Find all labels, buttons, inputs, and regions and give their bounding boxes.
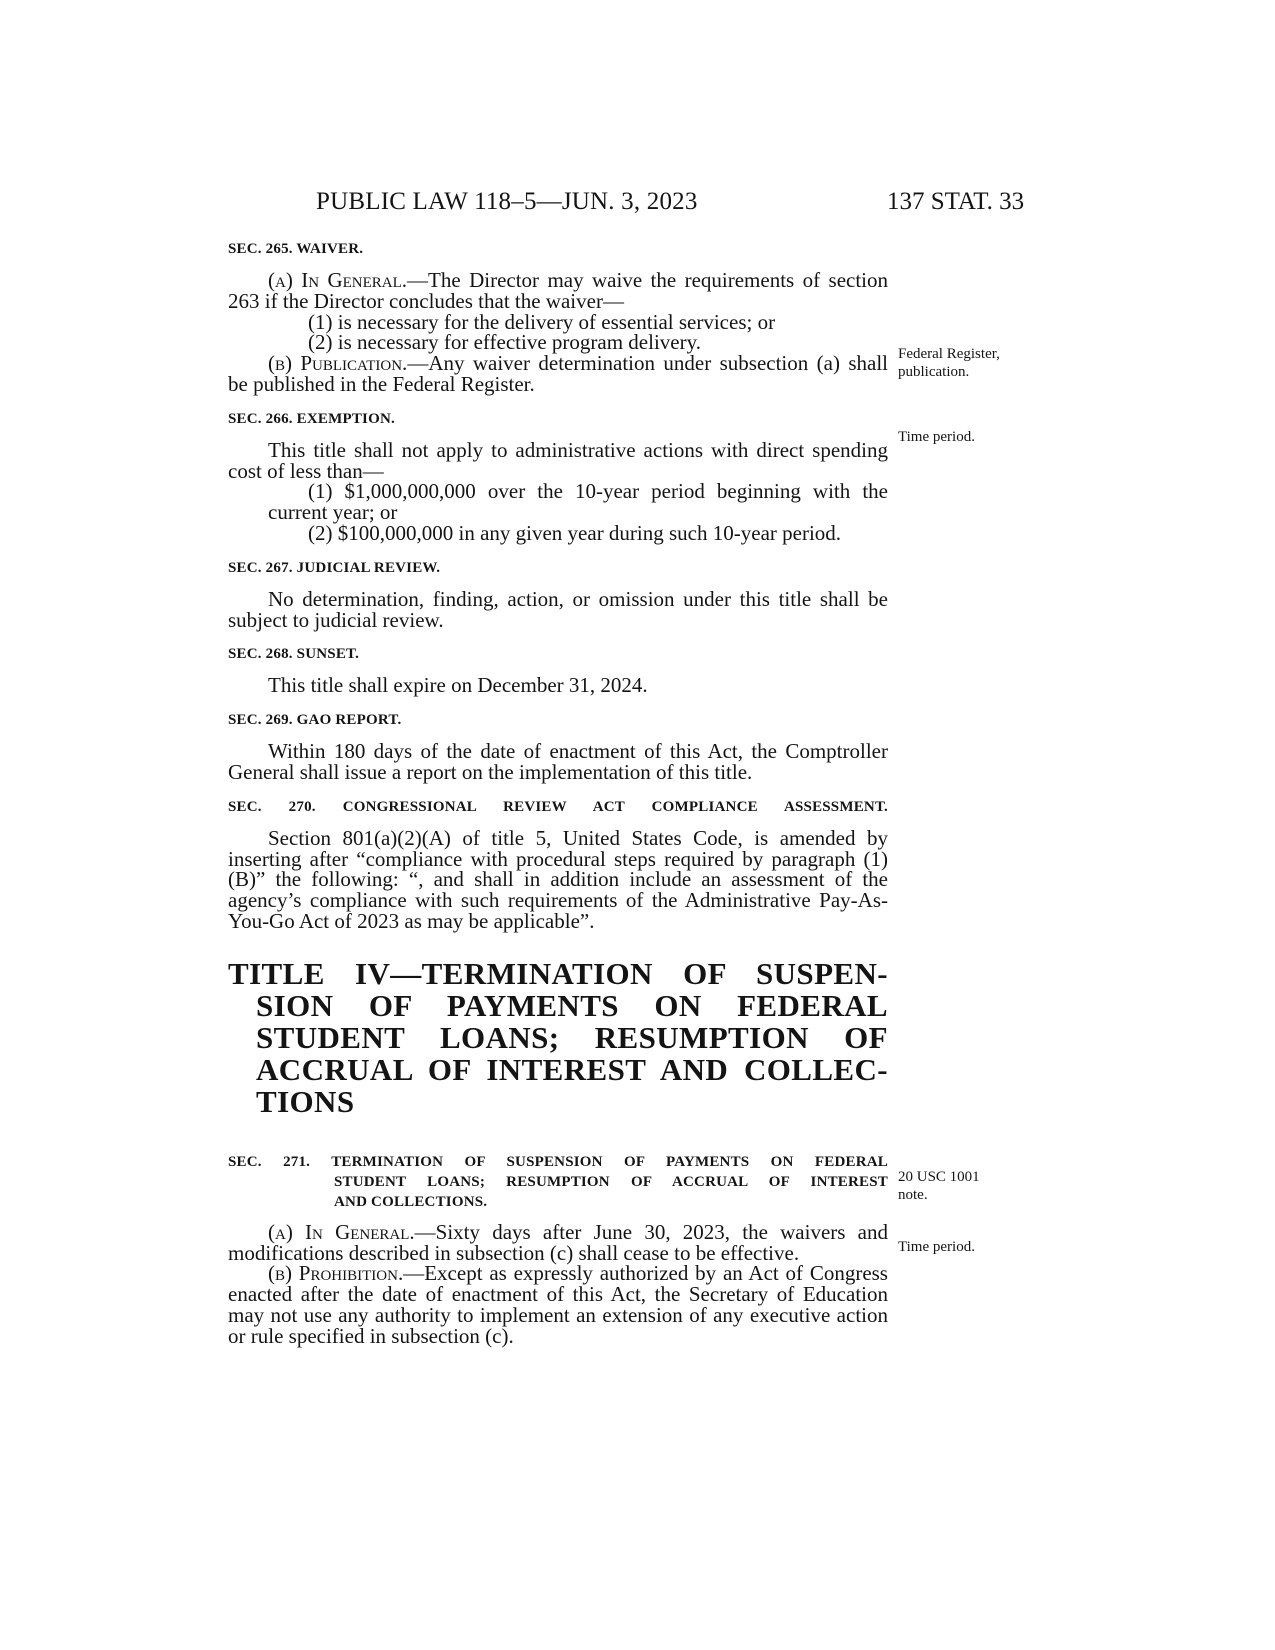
sec271-a-label: (a) In General. [268,1219,415,1244]
running-head [0,188,1275,218]
sec266-item-2 [228,520,888,545]
sec266-paragraph: This title shall not apply to administrative actions with direct spending cost of less than— [228,437,888,483]
margin-note-usc-citation [898,1168,980,1204]
section-heading-269: SEC. 269. GAO REPORT. [228,712,402,729]
sec271-heading-line-2: STUDENT LOANS; RESUMPTION OF ACCRUAL OF INTEREST [334,1173,888,1190]
sec265-b-label: (b) Publication. [268,351,408,376]
body-column [228,240,888,1347]
sec266-item-1 [228,481,888,523]
margin-note-time-period-1: Time period. [898,429,975,445]
sec268-paragraph: This title shall expire on December 31, 2024. [268,673,648,698]
sec265-paragraph-a [228,270,888,312]
page-number: 137 STAT. 33 [887,188,1025,215]
sec266-item-2-text: (2) $100,000,000 in any given year during such 10-year period. [308,520,842,545]
title-iv-line-5: TIONS [256,1083,355,1119]
title-iv-line-2: SION OF PAYMENTS ON FEDERAL [256,987,888,1023]
sec266-item-1-text: (1) $1,000,000,000 over the 10-year period beginning with the current year; or [268,479,888,525]
section-heading-270: SEC. 270. CONGRESSIONAL REVIEW ACT COMPLIANCE ASSESSMENT. [228,798,888,815]
margin-note-time-period-2: Time period. [898,1239,975,1255]
title-iv-heading [228,955,888,1119]
sec271-heading-line-1: SEC. 271. TERMINATION OF SUSPENSION OF PAYMENTS ON FEDERAL [228,1153,888,1170]
sec271-paragraph-a [228,1219,888,1265]
sec271-a-text: —Sixty days after June 30, 2023, the waivers and modifications described in subsection (c) shall cease to be effective. [228,1219,888,1265]
sec265-b-text: —Any waiver determination under subsection (a) shall be published in the Federal Register. [228,351,888,396]
margin-note-1-line-2: publication. [898,364,970,380]
section-heading-266: SEC. 266. EXEMPTION. [228,410,395,427]
sec270-paragraph: Section 801(a)(2)(A) of title 5, United States Code, is amended by inserting after “compliance with procedural steps required by paragraph (1)(B)” the following: “, and shall in addition include an assessment of the agency’s compliance with such requirements of the Administrative Pay-As-You-Go Act of 2023 as may be applicable”. [228,825,888,933]
sec271-paragraph-b [228,1263,888,1346]
section-heading-271 [228,1152,888,1212]
margin-note-3-line-2: note. [898,1187,928,1203]
sec265-item-1: (1) is necessary for the delivery of essential services; or [308,309,776,334]
running-head-title: PUBLIC LAW 118–5—JUN. 3, 2023 [316,188,698,215]
sec271-b-text: —Except as expressly authorized by an Act of Congress enacted after the date of enactment of this Act, the Secretary of Education may not use any authority to implement an extension of any executive action or rule specified in subsection (c). [228,1261,888,1348]
sec265-a-text: —The Director may waive the requirements of section 263 if the Director concludes that the waiver— [228,268,889,313]
section-heading-265: SEC. 265. WAIVER. [228,241,364,257]
title-iv-line-4: ACCRUAL OF INTEREST AND COLLEC- [256,1051,888,1087]
title-iv-line-1: TITLE IV—TERMINATION OF SUSPEN- [228,955,888,991]
section-heading-268: SEC. 268. SUNSET. [228,646,360,663]
sec265-item-2: (2) is necessary for effective program delivery. [308,330,701,355]
sec271-heading-line-3: AND COLLECTIONS. [334,1193,488,1210]
margin-note-3-line-1: 20 USC 1001 [898,1169,980,1185]
margin-note-1-line-1: Federal Register, [898,346,1000,362]
margin-note-federal-register [898,345,1000,381]
section-heading-267: SEC. 267. JUDICIAL REVIEW. [228,559,441,576]
title-iv-line-3: STUDENT LOANS; RESUMPTION OF [256,1019,888,1055]
sec269-paragraph: Within 180 days of the date of enactment of this Act, the Comptroller General shall issue a report on the implementation of this title. [228,739,888,784]
sec265-paragraph-b [228,353,888,395]
sec265-a-label: (a) In General. [268,268,408,292]
sec267-paragraph: No determination, finding, action, or omission under this title shall be subject to judicial review. [228,586,888,632]
sec271-b-label: (b) Prohibition. [268,1261,404,1286]
